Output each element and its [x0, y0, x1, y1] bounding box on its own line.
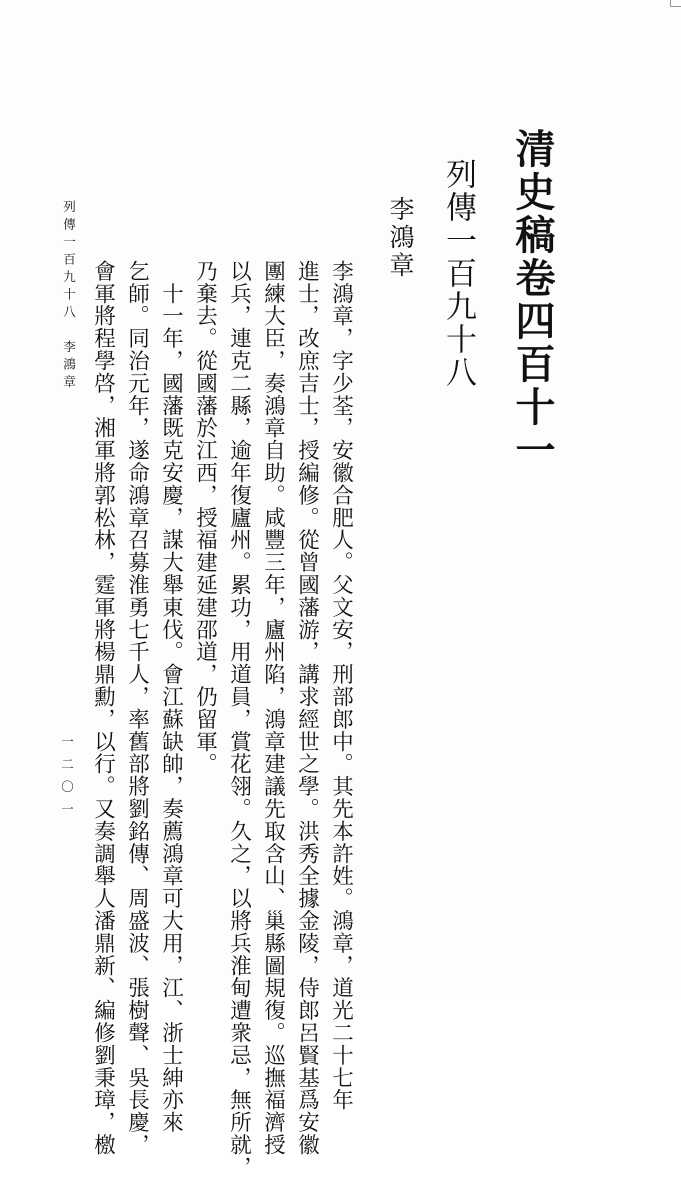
book-title: 清史稿卷四百十一	[509, 128, 556, 472]
body-line: 李鴻章，字少荃，安徽合肥人。父文安，刑部郎中。其先本許姓。鴻章，道光二十七年	[328, 260, 354, 1112]
body-line: 團練大臣，奏鴻章自助。咸豐三年，廬州陷，鴻章建議先取含山、巢縣圖規復。巡撫福濟授	[260, 260, 286, 1156]
biography-name: 李鴻章	[386, 196, 415, 280]
body-line: 乞師。同治元年，遂命鴻章召募淮勇七千人，率舊部將劉銘傳、周盛波、張樹聲、吳長慶，	[124, 260, 150, 1156]
page-number: 一二〇一	[59, 735, 75, 825]
body-line: 以兵，連克二縣，逾年復廬州。累功，用道員，賞花翎。久之，以將兵淮甸遭衆忌，無所就，	[226, 260, 252, 1178]
chapter-title: 列傳一百九十八	[440, 158, 476, 389]
body-line: 會軍將程學啓，湘軍將郭松林，霆軍將楊鼎勳，以行。又奏調舉人潘鼎新、編修劉秉璋，檄	[90, 260, 116, 1156]
body-line: 十一年，國藩既克安慶，謀大舉東伐。會江蘇缺帥，奏薦鴻章可大用，江、浙士紳亦來	[158, 260, 184, 1134]
margin-running-head: 列傳一百九十八 李鴻章	[61, 200, 77, 393]
body-line: 進士，改庶吉士，授編修。從曾國藩游，講求經世之學。洪秀全據金陵，侍郎呂賢基爲安徽	[294, 260, 320, 1156]
body-line: 乃棄去。從國藩於江西，授福建延建邵道，仍留軍。	[192, 260, 218, 776]
